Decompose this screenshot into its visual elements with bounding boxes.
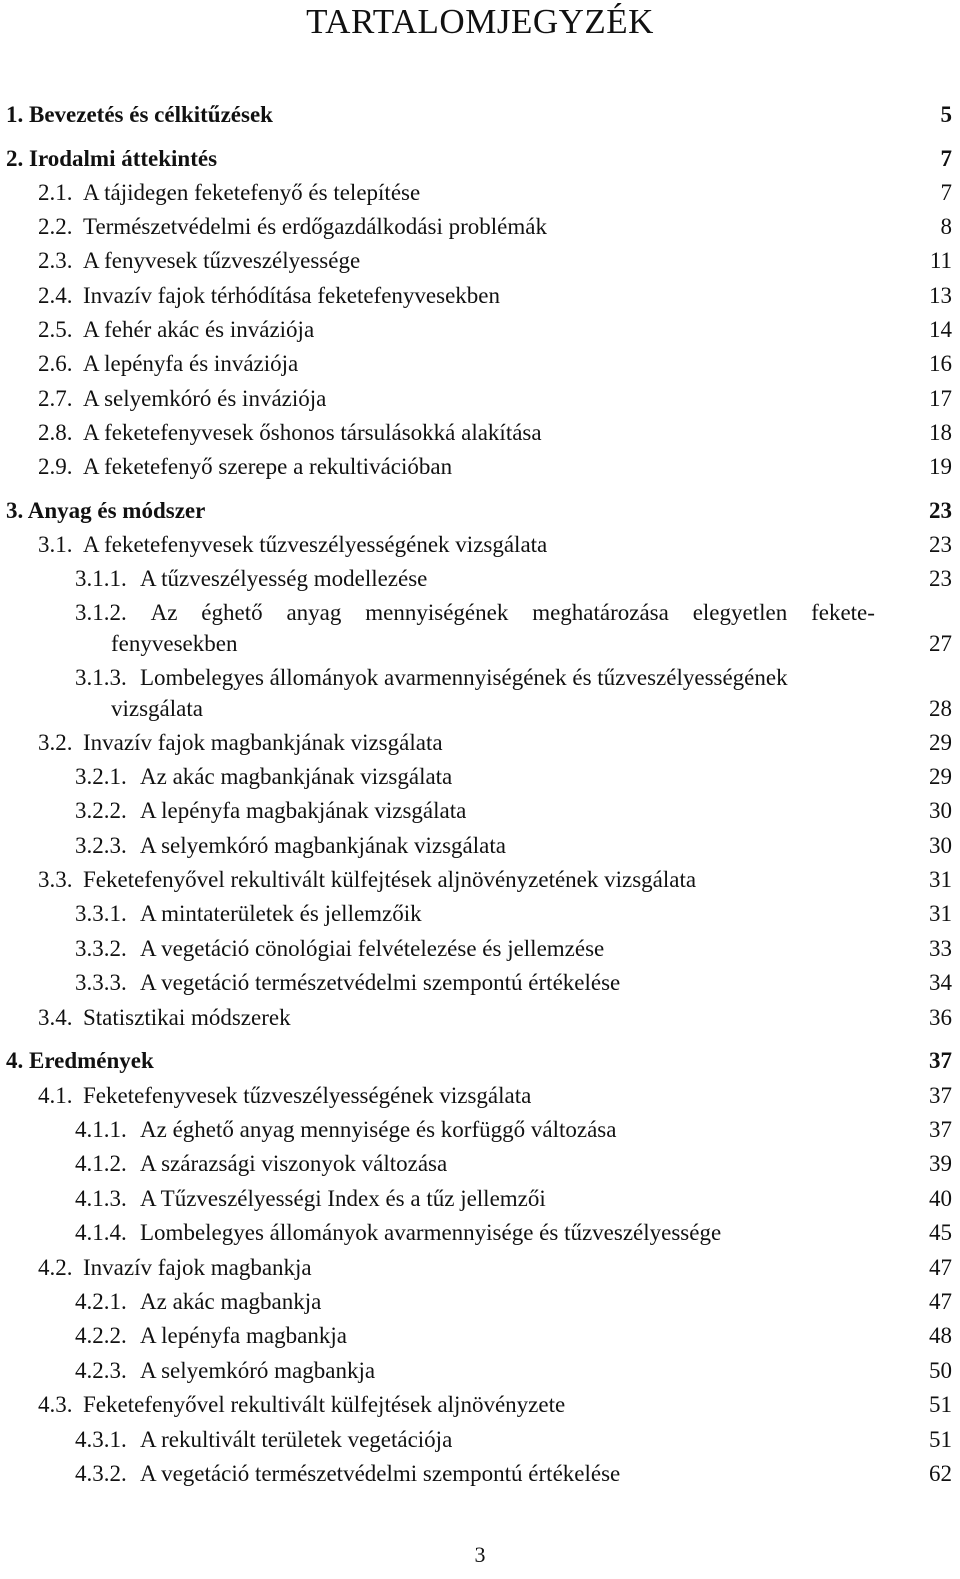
toc-entry-section[interactable] <box>38 212 952 242</box>
toc-entry-title: A feketefenyvesek tűzveszélyességének vizsgálata <box>83 532 548 557</box>
toc-entry-number: 2.3. <box>38 248 73 273</box>
toc-entry-chapter[interactable] <box>6 100 952 130</box>
toc-entry-title: Invazív fajok magbankja <box>83 1255 312 1280</box>
toc-entry-page: 27 <box>929 631 952 656</box>
toc-entry-number: 2.1. <box>38 180 73 205</box>
toc-entry-number: 4.2. <box>38 1255 73 1280</box>
toc-entry-title: A vegetáció természetvédelmi szempontú értékelése <box>140 1461 621 1486</box>
toc-entry-title-line2: fenyvesekben <box>111 631 238 656</box>
toc-entry-title-line1 <box>75 598 875 628</box>
toc-entry-section[interactable] <box>38 1390 952 1420</box>
toc-entry-number: 4.3. <box>38 1392 73 1417</box>
toc-entry-subsection[interactable] <box>75 1287 952 1317</box>
toc-entry-number: 3.2.3. <box>75 833 127 858</box>
toc-entry-title: A lepényfa magbankja <box>140 1323 347 1348</box>
toc-entry-title: A vegetáció cönológiai felvételezése és jellemzése <box>140 936 605 961</box>
toc-entry-page: 45 <box>929 1220 952 1245</box>
toc-word: fekete- <box>811 600 875 625</box>
toc-entry-title: Az éghető anyag mennyisége és korfüggő változása <box>140 1117 617 1142</box>
toc-entry-title: A vegetáció természetvédelmi szempontú értékelése <box>140 970 621 995</box>
toc-entry-section[interactable] <box>38 246 952 276</box>
toc-entry-page: 13 <box>929 283 952 308</box>
toc-entry-page: 36 <box>929 1005 952 1030</box>
toc-entry-number: 2.9. <box>38 454 73 479</box>
toc-entry-title: Lombelegyes állományok avarmennyisége és tűzveszélyessége <box>140 1220 722 1245</box>
toc-entry-page: 37 <box>929 1117 952 1142</box>
toc-entry-title: Invazív fajok magbankjának vizsgálata <box>83 730 443 755</box>
toc-entry-section[interactable] <box>38 1081 952 1111</box>
toc-entry-number: 3.3.1. <box>75 901 127 926</box>
toc-entry-page: 5 <box>940 102 952 127</box>
toc-entry-number: 3.2. <box>38 730 73 755</box>
toc-entry-subsection[interactable] <box>75 899 952 929</box>
toc-entry-page: 23 <box>929 532 952 557</box>
toc-entry-title: Bevezetés és célkitűzések <box>29 102 273 127</box>
toc-entry-number: 1. <box>6 102 24 127</box>
toc-entry-number: 3.4. <box>38 1005 73 1030</box>
toc-entry-section[interactable] <box>38 728 952 758</box>
toc-entry-section[interactable] <box>38 315 952 345</box>
toc-entry-page: 33 <box>929 936 952 961</box>
toc-word: Az <box>150 600 178 625</box>
toc-entry-number: 4.2.2. <box>75 1323 127 1348</box>
toc-entry-number: 2.4. <box>38 283 73 308</box>
toc-entry-chapter[interactable] <box>6 1046 952 1076</box>
toc-entry-page: 47 <box>929 1289 952 1314</box>
toc-entry-title: Természetvédelmi és erdőgazdálkodási problémák <box>83 214 547 239</box>
toc-entry-number: 2.2. <box>38 214 73 239</box>
toc-entry-page: 34 <box>929 970 952 995</box>
toc-entry-page: 30 <box>929 833 952 858</box>
toc-entry-page: 50 <box>929 1358 952 1383</box>
toc-entry-number: 4.2.1. <box>75 1289 127 1314</box>
toc-entry-section[interactable] <box>38 349 952 379</box>
toc-entry-title: Statisztikai módszerek <box>83 1005 291 1030</box>
toc-entry-page: 37 <box>929 1083 952 1108</box>
toc-entry-number: 3.3. <box>38 867 73 892</box>
toc-entry-title: A rekultivált területek vegetációja <box>140 1427 453 1452</box>
toc-entry-number: 4.3.1. <box>75 1427 127 1452</box>
toc-entry-title: A lepényfa és inváziója <box>83 351 299 376</box>
toc-entry-chapter[interactable] <box>6 496 952 526</box>
toc-entry-page: 31 <box>929 901 952 926</box>
toc-entry-subsection[interactable] <box>75 564 952 594</box>
toc-entry-number: 3.1.3. <box>75 665 127 690</box>
toc-entry-title: A lepényfa magbakjának vizsgálata <box>140 798 467 823</box>
toc-entry-subsection[interactable] <box>75 1218 952 1248</box>
toc-entry-number: 4.1.1. <box>75 1117 127 1142</box>
toc-entry-number: 3.1.1. <box>75 566 127 591</box>
toc-entry-title-line2: vizsgálata <box>111 696 203 721</box>
toc-entry-subsection[interactable] <box>75 1459 952 1489</box>
toc-entry-subsection[interactable] <box>75 968 952 998</box>
toc-entry-number: 4.1. <box>38 1083 73 1108</box>
toc-entry-page: 31 <box>929 867 952 892</box>
toc-entry-page: 39 <box>929 1151 952 1176</box>
toc-entry-subsection[interactable] <box>75 831 952 861</box>
toc-entry-title: Eredmények <box>29 1048 154 1073</box>
toc-entry-number: 3.2.2. <box>75 798 127 823</box>
toc-entry-number: 3.1.2. <box>75 600 127 625</box>
toc-entry-title: Feketefenyvesek tűzveszélyességének vizsgálata <box>83 1083 532 1108</box>
toc-entry-section[interactable] <box>38 178 952 208</box>
toc-entry-page: 17 <box>929 386 952 411</box>
toc-entry-page: 37 <box>929 1048 952 1073</box>
toc-entry-title: Irodalmi áttekintés <box>29 146 218 171</box>
toc-entry-page: 19 <box>929 454 952 479</box>
toc-entry-title: A selyemkóró és inváziója <box>83 386 327 411</box>
toc-entry-title: A feketefenyvesek őshonos társulásokká alakítása <box>83 420 542 445</box>
toc-entry-page: 28 <box>929 696 952 721</box>
toc-entry-title: Feketefenyővel rekultivált külfejtések aljnövényzete <box>83 1392 566 1417</box>
toc-entry-subsection[interactable] <box>75 1115 952 1145</box>
toc-entry-page: 23 <box>929 498 952 523</box>
toc-entry-page: 40 <box>929 1186 952 1211</box>
toc-entry-subsection[interactable] <box>75 1321 952 1351</box>
toc-entry-page: 51 <box>929 1392 952 1417</box>
toc-entry-chapter[interactable] <box>6 144 952 174</box>
toc-entry-title: Az akác magbankjának vizsgálata <box>140 764 453 789</box>
toc-entry-title: A selyemkóró magbankja <box>140 1358 376 1383</box>
toc-entry-title: Anyag és módszer <box>27 498 206 523</box>
toc-entry-number: 2.5. <box>38 317 73 342</box>
toc-entry-number: 3.3.2. <box>75 936 127 961</box>
toc-entry-title: Az akác magbankja <box>140 1289 322 1314</box>
toc-word: meghatározása <box>532 600 669 625</box>
toc-entry-page: 51 <box>929 1427 952 1452</box>
toc-entry-title-line1 <box>75 663 788 693</box>
toc-word: anyag <box>286 600 342 625</box>
toc-entry-number: 4.1.4. <box>75 1220 127 1245</box>
toc-entry-number: 4.3.2. <box>75 1461 127 1486</box>
toc-entry-page: 8 <box>940 214 952 239</box>
toc-entry-title: Lombelegyes állományok avarmennyiségének és tűzveszélyességének <box>140 665 788 690</box>
toc-entry-section[interactable] <box>38 384 952 414</box>
toc-entry-number: 2.6. <box>38 351 73 376</box>
toc-entry-section[interactable] <box>38 865 952 895</box>
toc-entry-subsection[interactable] <box>75 1149 952 1179</box>
toc-entry-title: A tájidegen feketefenyő és telepítése <box>83 180 421 205</box>
toc-entry-subsection[interactable] <box>75 1425 952 1455</box>
toc-entry-page: 23 <box>929 566 952 591</box>
toc-entry-page: 7 <box>940 146 952 171</box>
toc-entry-title: A szárazsági viszonyok változása <box>140 1151 448 1176</box>
toc-entry-number: 2.7. <box>38 386 73 411</box>
toc-entry-number: 3.3.3. <box>75 970 127 995</box>
toc-entry-title: A fenyvesek tűzveszélyessége <box>83 248 361 273</box>
toc-entry-section[interactable] <box>38 452 952 482</box>
toc-entry-page: 16 <box>929 351 952 376</box>
toc-word: éghető <box>201 600 263 625</box>
toc-entry-number: 3.1. <box>38 532 73 557</box>
toc-entry-section[interactable] <box>38 1253 952 1283</box>
toc-entry-number: 2. <box>6 146 24 171</box>
toc-entry-title: A feketefenyő szerepe a rekultivációban <box>83 454 453 479</box>
toc-word: mennyiségének <box>365 600 509 625</box>
toc-entry-page: 14 <box>929 317 952 342</box>
toc-entry-title: A fehér akác és inváziója <box>83 317 315 342</box>
toc-entry-number: 2.8. <box>38 420 73 445</box>
toc-entry-title: Feketefenyővel rekultivált külfejtések aljnövényzetének vizsgálata <box>83 867 697 892</box>
toc-entry-page: 29 <box>929 730 952 755</box>
toc-word: elegyetlen <box>692 600 788 625</box>
toc-entry-section[interactable] <box>38 418 952 448</box>
toc-entry-subsection[interactable] <box>75 598 952 660</box>
toc-entry-page: 18 <box>929 420 952 445</box>
toc-entry-page: 7 <box>940 180 952 205</box>
page-number: 3 <box>474 1542 486 1567</box>
toc-entry-section[interactable] <box>38 281 952 311</box>
toc-entry-section[interactable] <box>38 1003 952 1033</box>
toc-entry-subsection[interactable] <box>75 762 952 792</box>
toc-entry-number: 4.2.3. <box>75 1358 127 1383</box>
toc-entry-title: A mintaterületek és jellemzőik <box>140 901 422 926</box>
toc-entry-number: 3. <box>6 498 24 523</box>
toc-entry-subsection[interactable] <box>75 934 952 964</box>
toc-entry-page: 47 <box>929 1255 952 1280</box>
toc-entry-section[interactable] <box>38 530 952 560</box>
toc-entry-page: 48 <box>929 1323 952 1348</box>
toc-entry-subsection[interactable] <box>75 663 952 725</box>
toc-entry-title: A Tűzveszélyességi Index és a tűz jellemzői <box>140 1186 546 1211</box>
toc-entry-page: 29 <box>929 764 952 789</box>
toc-entry-number: 4. <box>6 1048 24 1073</box>
toc-entry-title: Invazív fajok térhódítása feketefenyvesekben <box>83 283 500 308</box>
toc-entry-title: A selyemkóró magbankjának vizsgálata <box>140 833 506 858</box>
toc-entry-page: 11 <box>929 248 952 273</box>
toc-entry-number: 4.1.2. <box>75 1151 127 1176</box>
page-title: TARTALOMJEGYZÉK <box>306 2 654 41</box>
toc-entry-subsection[interactable] <box>75 1356 952 1386</box>
toc-entry-number: 4.1.3. <box>75 1186 127 1211</box>
toc-entry-page: 62 <box>929 1461 952 1486</box>
toc-entry-page: 30 <box>929 798 952 823</box>
toc-entry-title: A tűzveszélyesség modellezése <box>140 566 428 591</box>
toc-entry-subsection[interactable] <box>75 1184 952 1214</box>
toc-entry-number: 3.2.1. <box>75 764 127 789</box>
toc-entry-subsection[interactable] <box>75 796 952 826</box>
